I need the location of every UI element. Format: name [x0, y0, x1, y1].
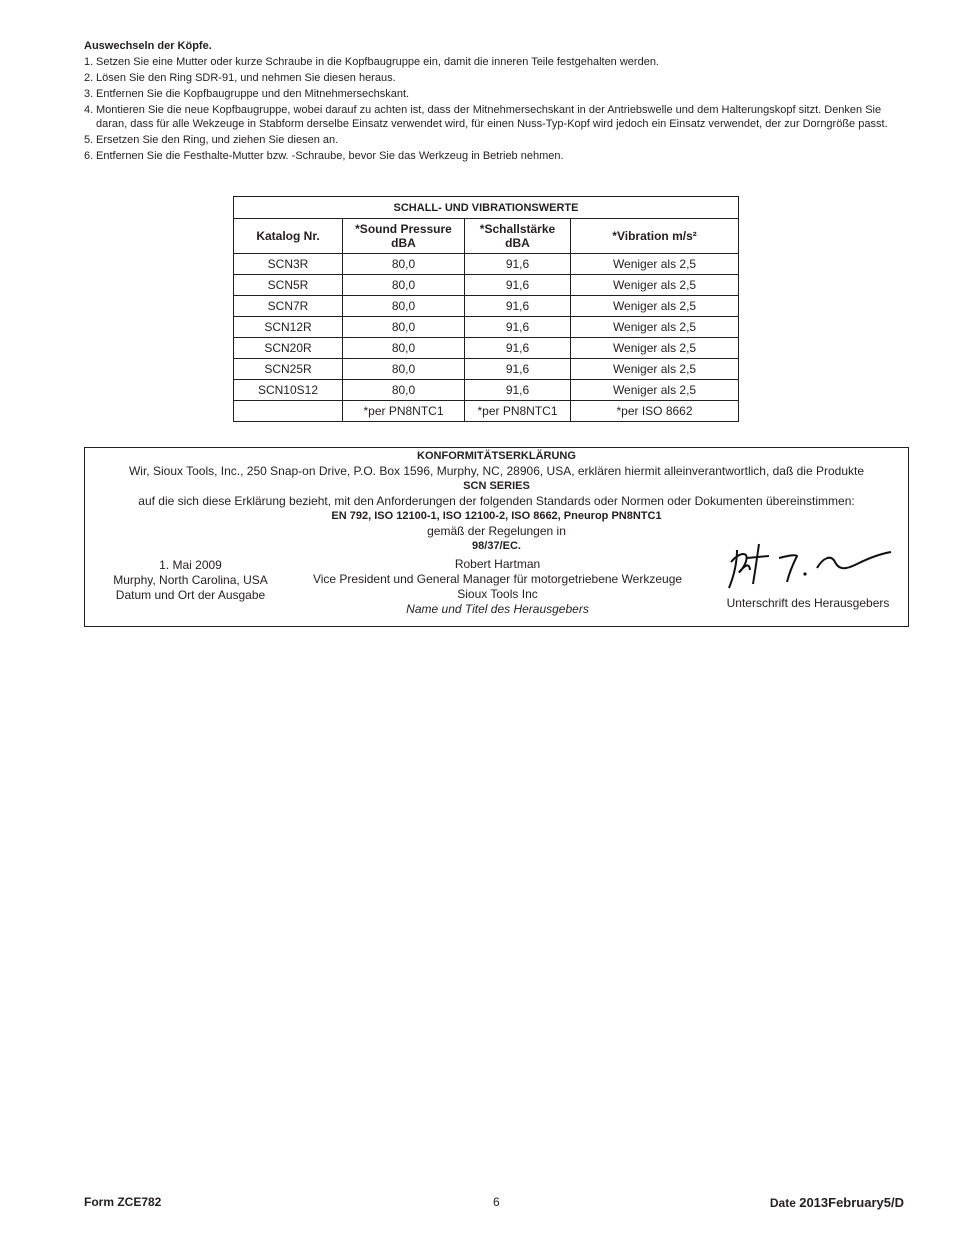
- table-row: SCN25R 80,0 91,6 Weniger als 2,5: [234, 359, 739, 380]
- issue-place: Murphy, North Carolina, USA: [113, 573, 268, 587]
- list-item: 4. Montieren Sie die neue Kopfbaugruppe, wobei darauf zu achten ist, dass der Mitnehmersechskant in der Antriebswelle und dem Halterungskopf sitzt. Denken Sie daran, dass für alle Wekzeuge in Stabform derselbe Einsatz verwendet wird, für einen Nuss-Typ-Kopf wird jedoch ein Einsatz verwendet, der zur Dorngröße passt.: [84, 104, 888, 130]
- column-header: *Schallstärke dBA: [465, 219, 571, 254]
- list-item: 3. Entfernen Sie die Kopfbaugruppe und den Mitnehmersechskant.: [84, 88, 410, 100]
- issue-date: 1. Mai 2009: [159, 558, 222, 572]
- product-series: SCN SERIES: [463, 480, 530, 492]
- list-item: 6. Entfernen Sie die Festhalte-Mutter bzw. -Schraube, bevor Sie das Werkzeug in Betrieb nehmen.: [84, 150, 564, 162]
- list-item: 5. Ersetzen Sie den Ring, und ziehen Sie diesen an.: [84, 134, 339, 146]
- form-number: Form ZCE782: [84, 1195, 162, 1209]
- column-header: Katalog Nr.: [234, 219, 343, 254]
- regulation-text: gemäß der Regelungen in: [427, 524, 566, 538]
- sound-vibration-table: [233, 196, 739, 422]
- head-replacement-section: [84, 40, 914, 165]
- page-number: 6: [493, 1195, 500, 1209]
- company-name: Sioux Tools Inc: [457, 587, 538, 601]
- name-title-label: Name und Titel des Herausgebers: [406, 602, 589, 616]
- section-title: Auswechseln der Köpfe.: [84, 40, 212, 52]
- directive: 98/37/EC.: [472, 540, 521, 552]
- signer-title: Vice President und General Manager für motorgetriebene Werkzeuge: [312, 572, 683, 586]
- signature-label: Unterschrift des Herausgebers: [726, 596, 890, 610]
- column-header: *Sound Pressure dBA: [343, 219, 465, 254]
- table-row: SCN5R 80,0 91,6 Weniger als 2,5: [234, 275, 739, 296]
- table-row: SCN7R 80,0 91,6 Weniger als 2,5: [234, 296, 739, 317]
- table-row: SCN12R 80,0 91,6 Weniger als 2,5: [234, 317, 739, 338]
- table-title: SCHALL- UND VIBRATIONSWERTE: [234, 197, 739, 219]
- date-place-label: Datum und Ort der Ausgabe: [115, 588, 266, 602]
- column-header: *Vibration m/s²: [571, 219, 739, 254]
- list-item: 1. Setzen Sie eine Mutter oder kurze Schraube in die Kopfbaugruppe ein, damit die inneren Teile festgehalten werden.: [84, 56, 659, 68]
- standards-list: EN 792, ISO 12100-1, ISO 12100-2, ISO 8662, Pneurop PN8NTC1: [331, 510, 662, 522]
- issuer-block: [295, 557, 700, 617]
- table-footnote-row: *per PN8NTC1 *per PN8NTC1 *per ISO 8662: [234, 401, 739, 422]
- date-place-block: [93, 558, 288, 603]
- declaration-scope: auf die sich diese Erklärung bezieht, mit den Anforderungen der folgenden Standards oder Normen oder Dokumenten übereinstimmen:: [138, 494, 855, 508]
- declaration-of-conformity: [84, 447, 909, 627]
- document-date: Date 2013February5/D: [769, 1195, 904, 1210]
- table-row: SCN10S12 80,0 91,6 Weniger als 2,5: [234, 380, 739, 401]
- list-item: 2. Lösen Sie den Ring SDR-91, und nehmen Sie diesen heraus.: [84, 72, 396, 84]
- signature-block: [715, 540, 901, 611]
- table-row: SCN3R 80,0 91,6 Weniger als 2,5: [234, 254, 739, 275]
- steps-list: [84, 55, 914, 163]
- table-row: SCN20R 80,0 91,6 Weniger als 2,5: [234, 338, 739, 359]
- handwritten-signature: [723, 540, 893, 592]
- signer-name: Robert Hartman: [454, 557, 541, 571]
- declaration-title: KONFORMITÄTSERKLÄRUNG: [417, 450, 576, 462]
- declaration-intro: Wir, Sioux Tools, Inc., 250 Snap-on Drive, P.O. Box 1596, Murphy, NC, 28906, USA, erklären hiermit alleinverantwortlich, daß die Produkte: [128, 464, 865, 478]
